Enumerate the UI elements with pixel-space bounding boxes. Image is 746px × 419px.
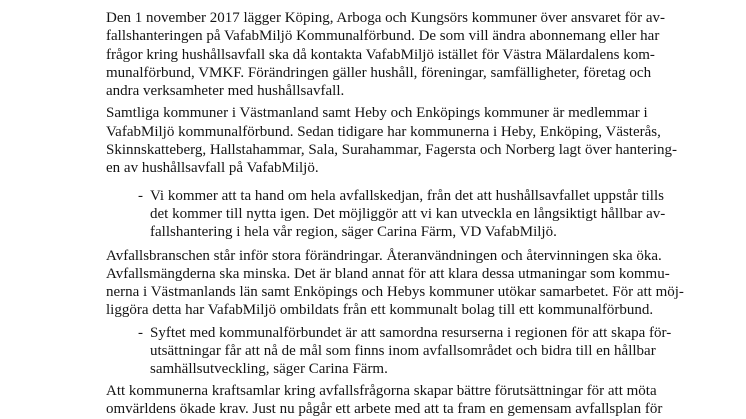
text-line: en av hushållsavfall på VafabMiljö. [106, 160, 319, 177]
paragraph-1 [106, 9, 666, 100]
text-line: Avfallsmängderna ska minska. Det är bland annat för att klara dessa utmaningar som kommu- [106, 265, 670, 282]
text-line: munalförbund, VMKF. Förändringen gäller hushåll, föreningar, samfälligheter, företag och [106, 64, 652, 81]
text-line: VafabMiljö kommunalförbund. Sedan tidigare har kommunerna i Heby, Enköping, Västerås, [106, 123, 661, 140]
text-line: utsättningar får att nå de mål som finns inom avfallsområdet och bidra till en hållbar [150, 343, 656, 360]
paragraph-2 [106, 104, 677, 177]
text-line: fallshantering i hela vår region, säger Carina Färm, VD VafabMiljö. [150, 224, 557, 241]
text-line: samhällsutveckling, säger Carina Färm. [150, 361, 388, 378]
text-line: Vi kommer att ta hand om hela avfallskedjan, från det att hushållsavfallet uppstår tills [150, 187, 664, 204]
text-line: det kommer till nytta igen. Det möjliggör att vi kan utveckla en långsiktigt hållbar av- [150, 205, 666, 222]
paragraph-3 [106, 247, 684, 320]
text-line: Syftet med kommunalförbundet är att samordna resurserna i regionen för att skapa för- [150, 324, 672, 341]
text-line: Att kommunerna kraftsamlar kring avfallsfrågorna skapar bättre förutsättningar för att möta [106, 382, 657, 399]
text-line: Den 1 november 2017 lägger Köping, Arboga och Kungsörs kommuner över ansvaret för av- [106, 10, 666, 26]
text-line: liggöra detta har VafabMiljö ombildats från ett kommunalt bolag till ett kommunalförbund. [106, 302, 654, 319]
text-line: frågor kring hushållsavfall ska då kontakta VafabMiljö istället för Västra Mälardalens kom- [106, 46, 655, 63]
text-line: Skinnskatteberg, Hallstahammar, Sala, Surahammar, Fagersta och Norberg lagt över hantering- [106, 142, 677, 159]
bullet-paragraph-1 [106, 187, 666, 242]
bullet-paragraph-2 [106, 324, 672, 379]
bullet-dash: - [138, 187, 143, 204]
text-line: nerna i Västmanlands län samt Enköpings och Hebys kommuner utökar samarbetet. För att möj- [106, 284, 684, 301]
text-line: Samtliga kommuner i Västmanland samt Heby och Enköpings kommuner är medlemmar i [106, 105, 648, 122]
text-line: omvärldens ökade krav. Just nu pågår ett arbete med att ta fram en gemensam avfallsplan för [106, 400, 663, 417]
paragraph-4 [106, 382, 663, 419]
text-line: Avfallsbranschen står inför stora förändringar. Återanvändningen och återvinningen ska öka. [106, 247, 662, 264]
text-line: andra verksamheter med hushållsavfall. [106, 83, 345, 100]
bullet-dash: - [138, 324, 143, 341]
text-line: fallshanteringen på VafabMiljö Kommunalförbund. De som vill ändra abonnemang eller har [106, 28, 660, 45]
